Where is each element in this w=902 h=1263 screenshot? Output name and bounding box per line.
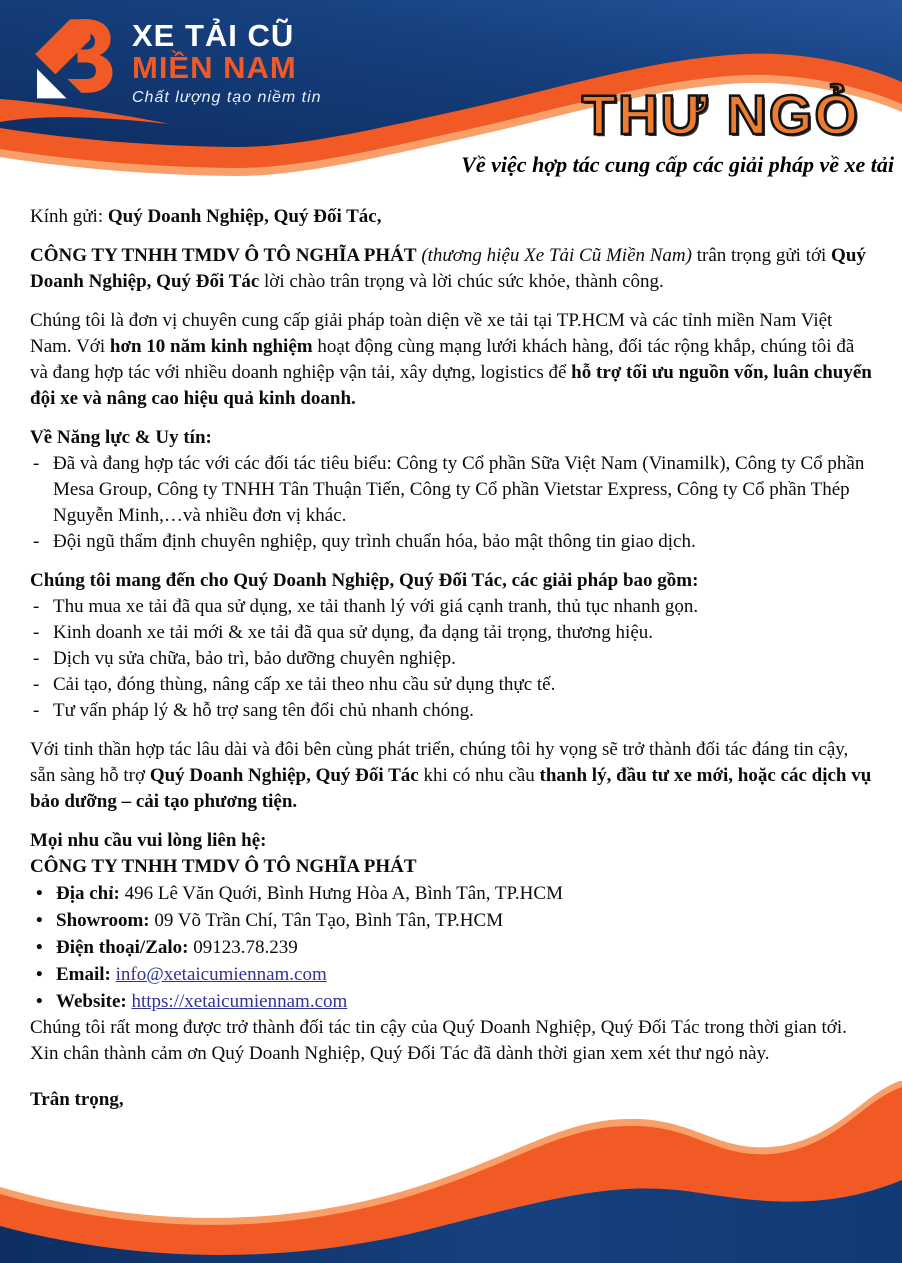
brand-title-line2: MIỀN NAM [132,49,297,85]
contact-list [30,880,876,1015]
header [0,0,902,196]
letter-title: THƯ NGỎ [581,83,860,146]
list-item: - Dịch vụ sửa chữa, bảo trì, bảo dưỡng chuyên nghiệp. [30,646,876,672]
list-item: - Đã và đang hợp tác với các đối tác tiêu biểu: Công ty Cổ phần Sữa Việt Nam (Vinamilk), Công ty Cổ phần Mesa Group, Công ty TNHH Tân Thuận Tiến, Công ty Cổ phần Vietstar Express, Công ty Cổ phần Thép Nguyễn Minh,…và nhiều đơn vị khác. [30,451,876,529]
brand-title-line1: XE TẢI CŨ [132,18,295,53]
contact-heading: Mọi nhu cầu vui lòng liên hệ: [30,830,267,851]
footer-wave-graphic [0,1081,902,1263]
list-item: - Kinh doanh xe tải mới & xe tải đã qua sử dụng, đa dạng tải trọng, thương hiệu. [30,620,876,646]
capability-list [30,451,876,555]
solutions-heading: Chúng tôi mang đến cho Quý Doanh Nghiệp, Quý Đối Tác, các giải pháp bao gồm: [30,570,699,591]
contact-email: • Email: info@xetaicumiennam.com [30,961,876,988]
list-item: - Cải tạo, đóng thùng, nâng cấp xe tải theo nhu cầu sử dụng thực tế. [30,672,876,698]
capability-heading: Về Năng lực & Uy tín: [30,427,212,448]
contact-website: • Website: https://xetaicumiennam.com [30,988,876,1015]
contact-phone: • Điện thoại/Zalo: 09123.78.239 [30,934,876,961]
letter-subtitle: Về việc hợp tác cung cấp các giải pháp về xe tải [461,152,894,177]
list-item: - Đội ngũ thẩm định chuyên nghiệp, quy trình chuẩn hóa, bảo mật thông tin giao dịch. [30,529,876,555]
contact-address: • Địa chỉ: 496 Lê Văn Quới, Bình Hưng Hòa A, Bình Tân, TP.HCM [30,880,876,907]
letter-body [0,196,902,1113]
partnership-paragraph: Với tinh thần hợp tác lâu dài và đôi bên cùng phát triển, chúng tôi hy vọng sẽ trở thành đối tác đáng tin cậy, sẵn sàng hỗ trợ Quý Doanh Nghiệp, Quý Đối Tác khi có nhu cầu thanh lý, đầu tư xe mới, hoặc các dịch vụ bảo dưỡng – cải tạo phương tiện. [30,739,872,812]
contact-showroom: • Showroom: 09 Võ Trần Chí, Tân Tạo, Bình Tân, TP.HCM [30,907,876,934]
about-paragraph: Chúng tôi là đơn vị chuyên cung cấp giải pháp toàn diện về xe tải tại TP.HCM và các tỉnh miền Nam Việt Nam. Với hơn 10 năm kinh nghiệm hoạt động cùng mạng lưới khách hàng, đối tác rộng khắp, chúng tôi đã và đang hợp tác với nhiều doanh nghiệp vận tải, xây dựng, logistics để hỗ trợ tối ưu nguồn vốn, luân chuyển đội xe và nâng cao hiệu quả kinh doanh. [30,310,872,409]
closing-paragraph: Chúng tôi rất mong được trở thành đối tác tin cậy của Quý Doanh Nghiệp, Quý Đối Tác trong thời gian tới. Xin chân thành cảm ơn Quý Doanh Nghiệp, Quý Đối Tác đã dành thời gian xem xét thư ngỏ này. [30,1017,847,1064]
company-name: CÔNG TY TNHH TMDV Ô TÔ NGHĨA PHÁT [30,856,417,877]
brand-tagline: Chất lượng tạo niềm tin [132,89,322,107]
solutions-list [30,594,876,724]
brand-logo-icon [26,8,118,104]
website-link[interactable]: https://xetaicumiennam.com [131,991,348,1012]
email-link[interactable]: info@xetaicumiennam.com [115,964,327,985]
brand-logo [26,8,322,107]
list-item: - Tư vấn pháp lý & hỗ trợ sang tên đổi chủ nhanh chóng. [30,698,876,724]
salutation: Kính gửi: Quý Doanh Nghiệp, Quý Đối Tác, [30,206,382,227]
signoff: Trân trọng, [30,1089,124,1110]
list-item: - Thu mua xe tải đã qua sử dụng, xe tải thanh lý với giá cạnh tranh, thủ tục nhanh gọn. [30,594,876,620]
intro-paragraph: CÔNG TY TNHH TMDV Ô TÔ NGHĨA PHÁT (thương hiệu Xe Tải Cũ Miền Nam) trân trọng gửi tới Quý Doanh Nghiệp, Quý Đối Tác lời chào trân trọng và lời chúc sức khỏe, thành công. [30,245,866,292]
